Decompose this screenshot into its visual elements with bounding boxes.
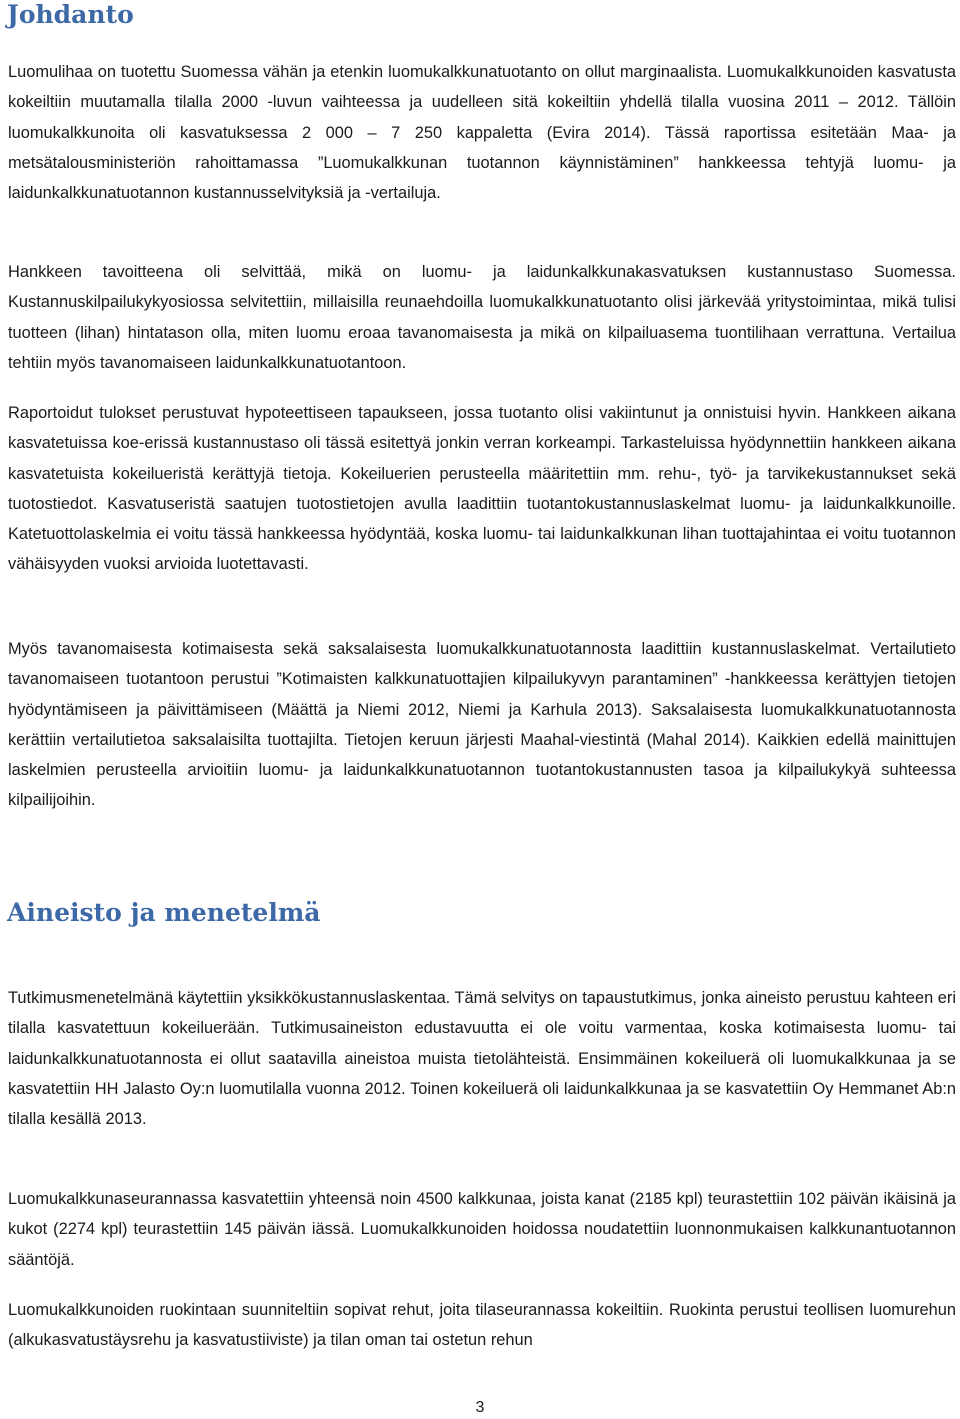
paragraph-method-1: Tutkimusmenetelmänä käytettiin yksikkökustannuslaskentaa. Tämä selvitys on tapaustutkimus, jonka aineisto perustuu kahteen eri tilalla kasvatettuun kokeiluerään. Tutkimusaineiston edustavuutta ei ole voitu varmentaa, koska kotimaisesta luomu- tai laidunkalkkunatuotannosta ei ollut saatavilla aineistoa muista tietolähteistä. Ensimmäinen kokeiluerä oli luomukalkkunaa ja se kasvatettiin HH Jalasto Oy:n luomutilalla vuonna 2012. Toinen kokeiluerä oli laidunkalkkunaa ja se kasvatettiin Oy Hemmanet Ab:n tilalla kesällä 2013. <box>8 989 956 1129</box>
paragraph-intro-3: Raportoidut tulokset perustuvat hypoteettiseen tapaukseen, jossa tuotanto olisi vakiintunut ja onnistuisi hyvin. Hankkeen aikana kasvatetuissa koe-erissä kustannustaso oli tässä esitettyä jonkin verran korkeampi. Tarkasteluissa hyödynnettiin hankkeen aikana kasvatetuista kokeilueristä kerättyjä tietoja. Kokeiluerien perusteella määritettiin mm. rehu-, työ- ja tarvikekustannukset sekä tuotostiedot. Kasvatuseristä saatujen tuotostietojen avulla laadittiin tuotantokustannuslaskelmat luomu- ja laidunkalkkunoille. Katetuottolaskelmia ei voitu tässä hankkeessa hyödyntää, koska luomu- tai laidunkalkkunan lihan tuottajahintaa ei voitu tuotannon vähäisyyden vuoksi arvioida luotettavasti. <box>8 404 956 574</box>
paragraph-intro-4: Myös tavanomaisesta kotimaisesta sekä saksalaisesta luomukalkkunatuotannosta laadittiin kustannuslaskelmat. Vertailutieto tavanomaiseen tuotantoon perustui ”Kotimaisten kalkkunatuottajien kilpailukyvyn parantaminen” -hankkeessa kerättyjen tietojen hyödyntämiseen ja päivittämiseen (Määttä ja Niemi 2012, Niemi ja Karhula 2013). Saksalaisesta luomukalkkunatuotannosta kerättiin vertailutietoa saksalaisilta tuottajilta. Tietojen keruun järjesti Maahal-viestintä (Mahal 2014). Kaikkien edellä mainittujen laskelmien perusteella arvioitiin luomu- ja laidunkalkkunatuotannon tuotantokustannusten tasoa ja kilpailukykyä suhteessa kilpailijoihin. <box>8 640 956 810</box>
page-number: 3 <box>475 1399 485 1416</box>
paragraph-method-3: Luomukalkkunoiden ruokintaan suunniteltiin sopivat rehut, joita tilaseurannassa kokeiltiin. Ruokinta perustui teollisen luomurehun (alkukasvatustäysrehu ja kasvatustiiviste) ja tilan oman tai ostetun rehun <box>8 1301 956 1350</box>
paragraph-intro-2: Hankkeen tavoitteena oli selvittää, mikä on luomu- ja laidunkalkkunakasvatuksen kustannustaso Suomessa. Kustannuskilpailukykyosiossa selvitettiin, millaisilla reunaehdoilla luomukalkkunatuotanto olisi järkevää yritystoimintaa, mikä tulisi tuotteen (lihan) hintatason olla, miten luomu eroaa tavanomaisesta ja mikä on kilpailuasema tuontilihaan verrattuna. Vertailua tehtiin myös tavanomaiseen laidunkalkkunatuotantoon. <box>8 263 956 372</box>
paragraph-intro-1: Luomulihaa on tuotettu Suomessa vähän ja etenkin luomukalkkunatuotanto on ollut marginaalista. Luomukalkkunoiden kasvatusta kokeiltiin muutamalla tilalla 2000 -luvun vaihteessa ja uudelleen sitä kokeiltiin yhdellä tilalla vuosina 2011 – 2012. Tällöin luomukalkkunoita oli kasvatuksessa 2 000 – 7 250 kappaletta (Evira 2014). Tässä raportissa esitetään Maa- ja metsätalousministeriön rahoittamassa ”Luomukalkkunan tuotannon käynnistäminen” hankkeessa tehtyjä luomu- ja laidunkalkkunatuotannon kustannusselvityksiä ja -vertailuja. <box>8 63 956 203</box>
paragraph-method-2: Luomukalkkunaseurannassa kasvatettiin yhteensä noin 4500 kalkkunaa, joista kanat (2185 kpl) teurastettiin 102 päivän ikäisinä ja kukot (2274 kpl) teurastettiin 145 päivän iässä. Luomukalkkunoiden hoidossa noudatettiin luonnonmukaisen kalkkunantuotannon sääntöjä. <box>8 1190 956 1269</box>
section-heading-aineisto: Aineisto ja menetelmä <box>7 898 321 927</box>
section-heading-johdanto: Johdanto <box>7 0 134 29</box>
